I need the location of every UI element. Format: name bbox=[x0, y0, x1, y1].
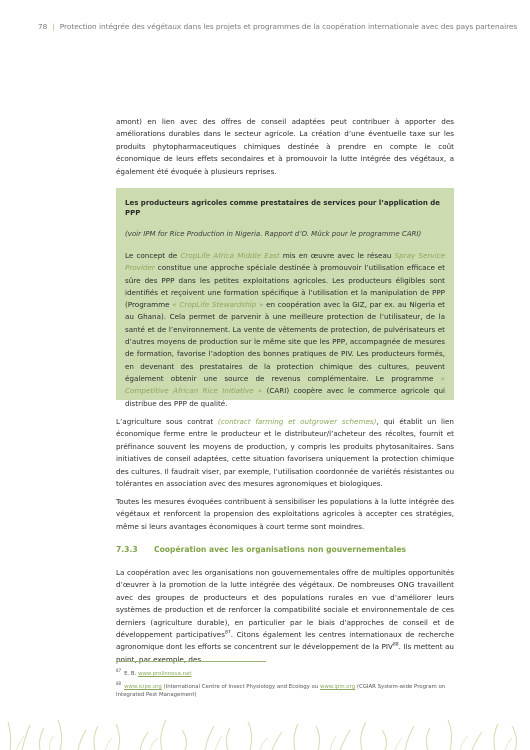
cari-link[interactable]: « Competitive African Rice Initiative » bbox=[125, 373, 445, 396]
spray-service-provider-link[interactable]: Spray Service Provider bbox=[125, 251, 445, 273]
info-box-subtitle: (voir IPM for Rice Production in Nigeria. Rapport d’O. Mück pour le programme CARI) bbox=[125, 230, 422, 238]
info-box-body bbox=[125, 250, 445, 410]
footnote-text: E. B. bbox=[124, 670, 139, 677]
p4-text-b: . Citons également les centres internationaux de recherche agronomique dont les efforts se concentrent sur le développement de la PIV bbox=[116, 630, 454, 652]
footnote-divider bbox=[116, 661, 266, 662]
footnote-87 bbox=[116, 667, 456, 678]
page-header bbox=[38, 22, 518, 31]
footnote-mark: 88 bbox=[116, 681, 122, 686]
paragraph-measures-text: Toutes les mesures évoquées contribuent à sensibiliser les populations à la lutte intégrée des végétaux et renforcent la propension des exploitations agricoles à accepter ces stratégies, même si leurs avantages économiques à court terme sont moindres. bbox=[116, 497, 454, 531]
footnote-text-b: (CGIAR System-wide Program on Integrated Pest Management) bbox=[116, 683, 446, 698]
grass-decoration bbox=[0, 690, 530, 750]
box-text-1: Le concept de bbox=[125, 251, 181, 260]
box-text-3: constitue une approche spéciale destinée à promouvoir l’utilisation efficace et sûre des PPP dans les petites exploitations agricoles. Les producteurs éligibles sont identifiés et reçoivent une formation spécifique à l’utilisation et la manipulation de PPP (Programme bbox=[125, 263, 445, 310]
footnote-ref-87[interactable]: 87 bbox=[224, 630, 231, 636]
info-box bbox=[116, 188, 454, 408]
ipm-link[interactable]: www.ipm.org bbox=[319, 683, 356, 690]
p2-text-b: , qui établit un lien économique ferme entre le producteur et le distributeur/l’acheteur des récoltes, fournit et préfinance souvent les moyens de production, y compris les produits phytosanitaires. Sans initiatives de conseil adaptées, cette situation favorisera uniquement la protection chimique des cultures. Il faudrait viser, par exemple, l’utilisation coordonnée de variétés résistantes ou tolérantes en association avec des mesures agronomiques et biologiques. bbox=[116, 417, 454, 489]
croplife-stewardship-link[interactable]: « CropLife Stewardship » bbox=[172, 300, 264, 310]
section-title: Coopération avec les organisations non gouvernementales bbox=[154, 545, 407, 554]
prolinnova-link[interactable]: www.prolinnova.net bbox=[138, 670, 192, 677]
paragraph-contract-farming bbox=[116, 416, 454, 490]
section-number: 7.3.3 bbox=[116, 545, 138, 554]
page-number: 78 bbox=[38, 22, 48, 31]
paragraph-measures bbox=[116, 496, 454, 533]
footnote-mark: 87 bbox=[116, 668, 122, 673]
section-heading bbox=[116, 545, 406, 554]
footnote-ref-88[interactable]: 88 bbox=[392, 643, 399, 649]
box-text-2: mis en œuvre avec le réseau bbox=[279, 251, 395, 260]
p4-text-a: La coopération avec les organisations non gouvernementales offre de multiples opportunités d’œuvrer à la promotion de la lutte intégrée des végétaux. De nombreuses ONG travaillent avec des groupes de producteurs et des populations rurales en vue d’améliorer leurs systèmes de production et de renforcer la compatibilité sociale et environnementale de ces derniers (agriculture durable), en particulier par le biais d’approches de conseil et de développement participatives bbox=[116, 568, 454, 640]
header-separator: | bbox=[52, 22, 55, 31]
p4-text-c: . Ils mettent au point, par exemple, des bbox=[116, 642, 454, 664]
footnote-text-a: (International Centre of Insect Physiology and Ecology ou bbox=[161, 683, 320, 690]
icipe-link[interactable]: www.icipe.org bbox=[124, 683, 162, 690]
box-text-4: en coopération avec la GIZ, par ex. au Nigeria et au Ghana). Cela permet de parvenir à une meilleure protection de l’utilisateur, de la santé et de l’environnement. La vente de vêtements de protection, de pulvérisateurs et d’autres moyens de production sur le même site que les PPP, accompagnée de mesures de formation, favorise l’adoption des bonnes pratiques de PIV. Les producteurs formés, en devenant des prestataires de la protection chimique des cultures, peuvent également obtenir une source de revenus complémentaire. Le programme bbox=[125, 300, 446, 383]
paragraph-intro-text: amont) en lien avec des offres de conseil adaptées peut contribuer à apporter des améliorations durables dans le secteur agricole. La création d’une éventuelle taxe sur les produits phytopharmaceutiques chimiques destinée à prendre en compte le coût économique de leurs effets secondaires et à promouvoir la lutte intégrée des végétaux, a également été évoquée à plusieurs reprises. bbox=[116, 117, 454, 176]
croplife-link[interactable]: CropLife Africa Middle East bbox=[180, 251, 280, 260]
p2-text-a: L’agriculture sous contrat bbox=[116, 417, 218, 426]
info-box-title: Les producteurs agricoles comme prestataires de services pour l’application de PPP bbox=[125, 199, 441, 217]
box-text-5: (CARI) coopère avec le commerce agricole qui distribue des PPP de qualité. bbox=[125, 386, 445, 408]
contract-farming-link[interactable]: (contract farming et outgrower schemes) bbox=[217, 417, 377, 426]
paragraph-ngo bbox=[116, 567, 454, 666]
paragraph-intro bbox=[116, 116, 454, 178]
header-title: Protection intégrée des végétaux dans les projets et programmes de la coopération internationale avec des pays partenaires bbox=[59, 22, 518, 31]
